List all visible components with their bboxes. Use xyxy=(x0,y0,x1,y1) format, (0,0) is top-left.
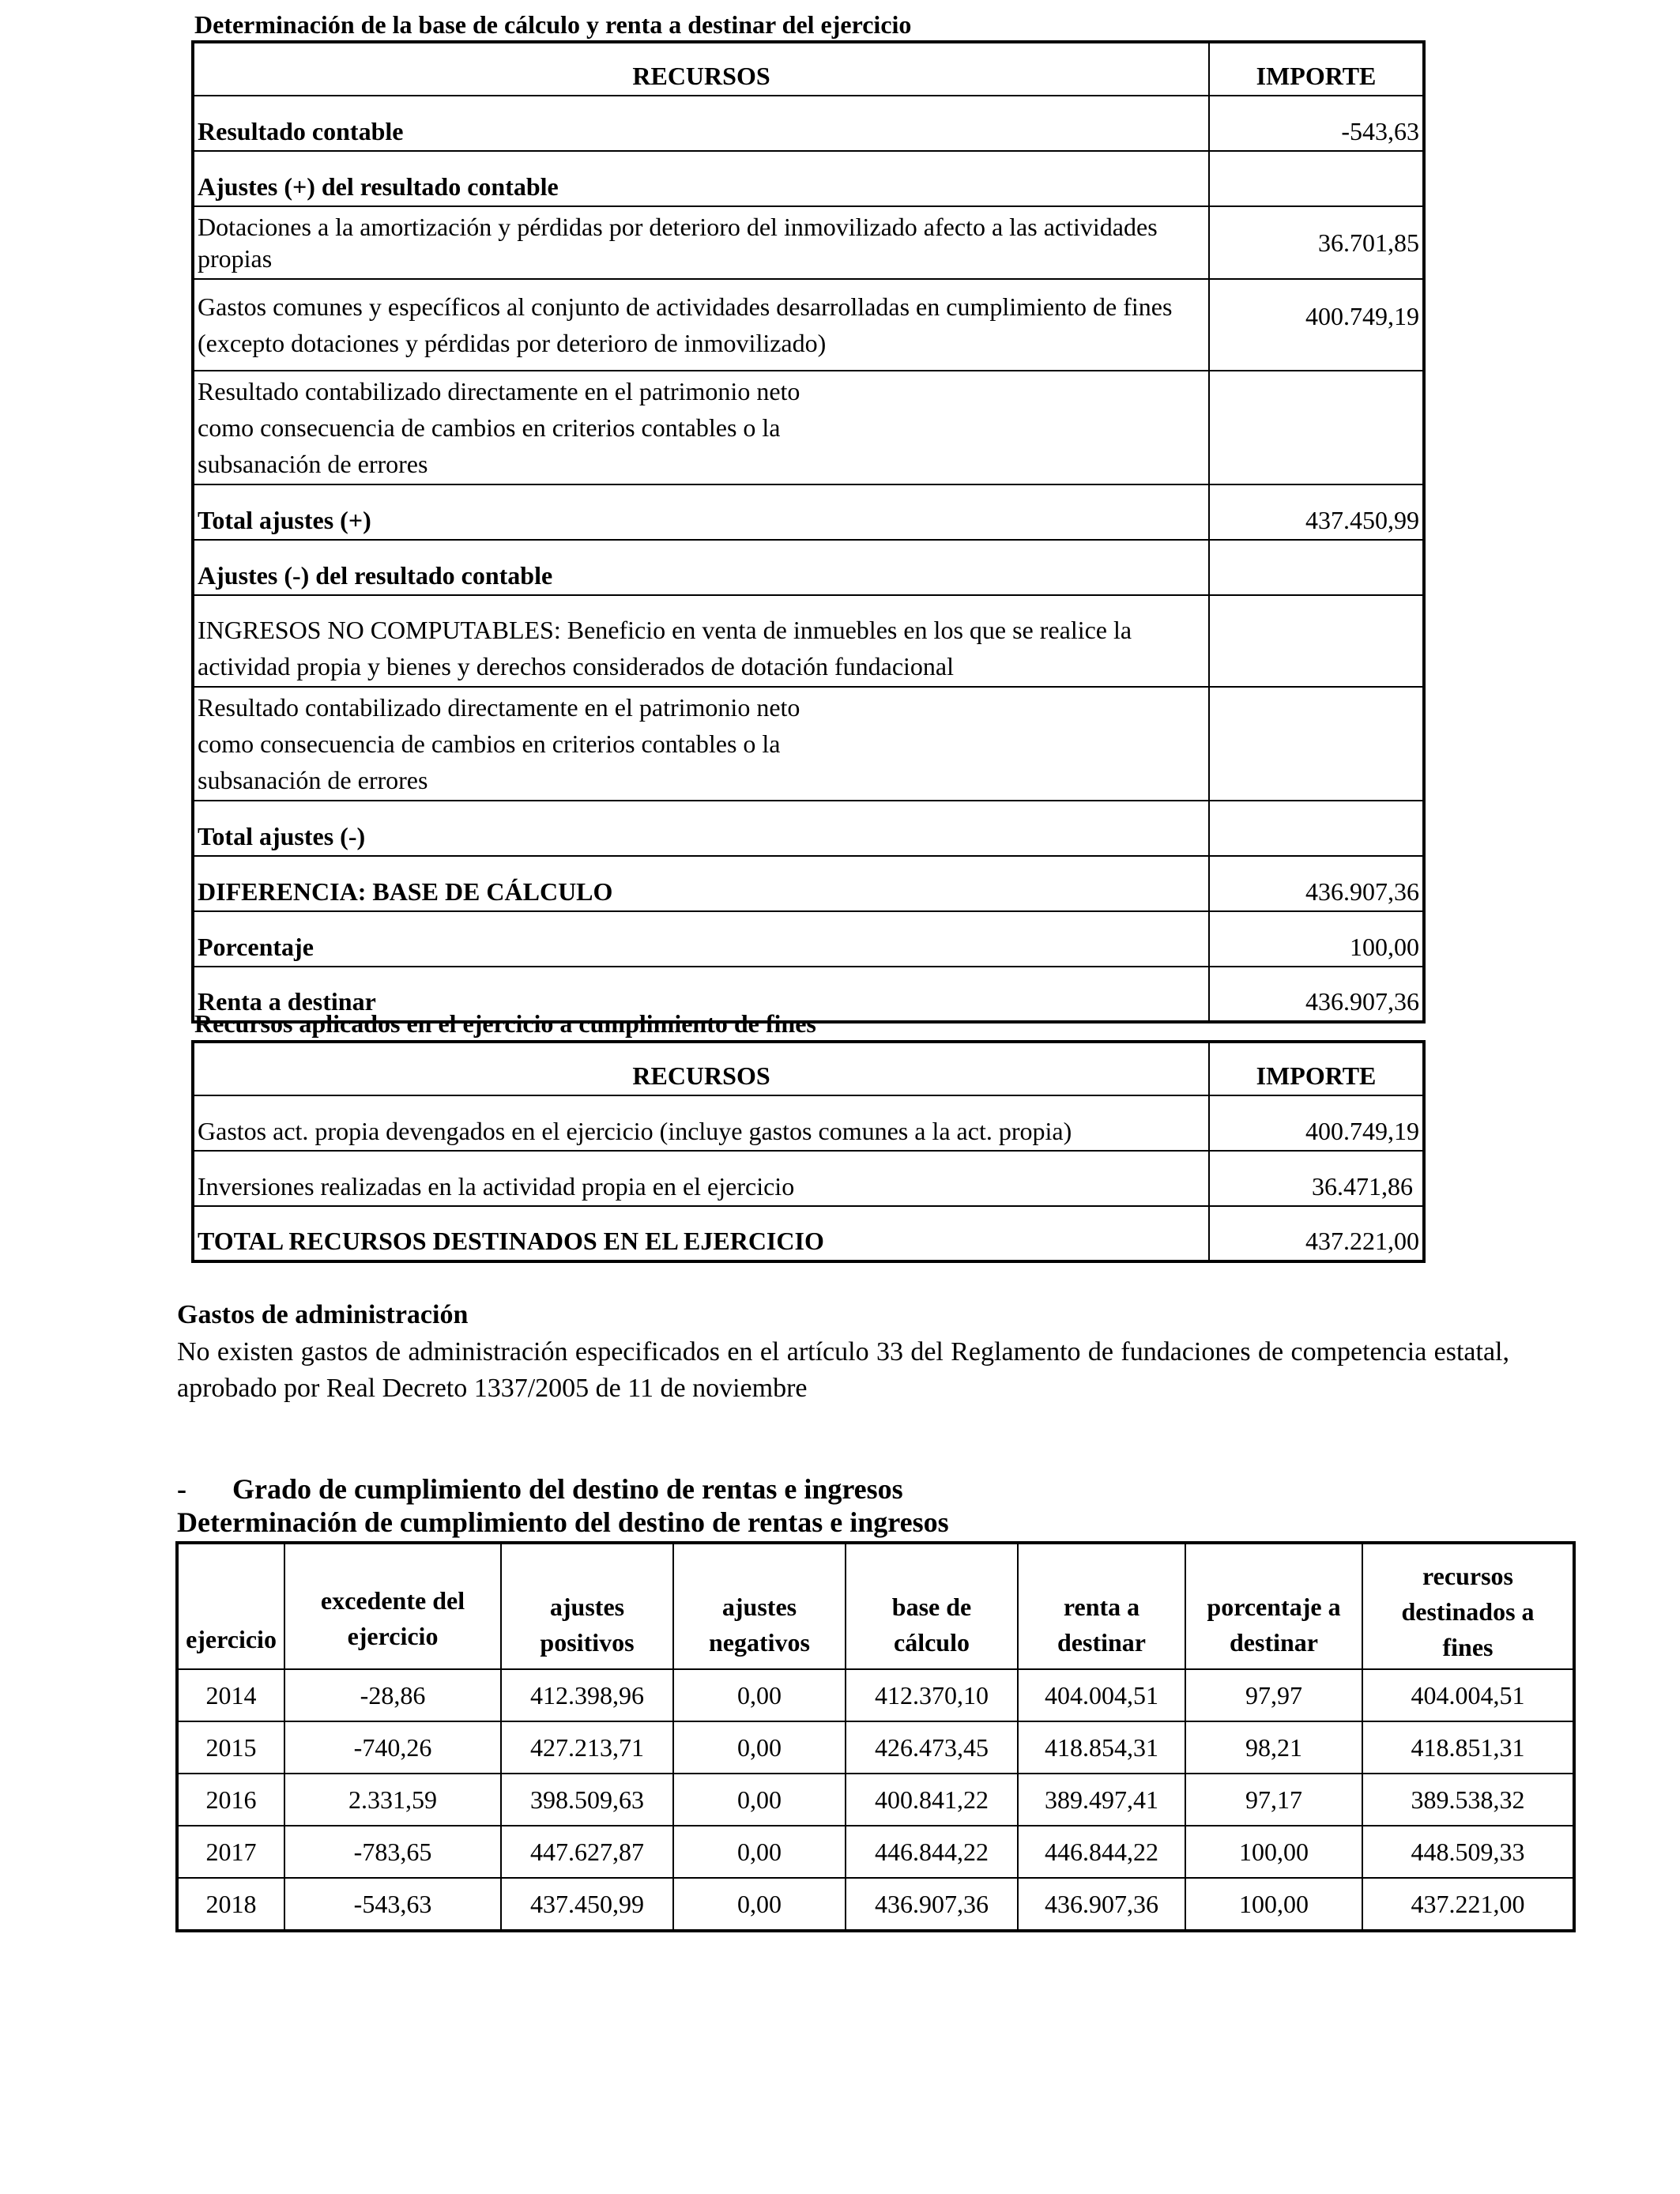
row-amount xyxy=(1209,371,1424,484)
cell: 398.509,63 xyxy=(501,1774,673,1826)
cell: 98,21 xyxy=(1185,1721,1362,1774)
cell: 0,00 xyxy=(673,1878,846,1931)
cell: 447.627,87 xyxy=(501,1826,673,1878)
col-renta-destinar: renta a destinar xyxy=(1018,1543,1185,1669)
row-label: INGRESOS NO COMPUTABLES: Beneficio en venta de inmuebles en los que se realice la actividad propia y bienes y derechos considerados de dotación fundacional xyxy=(193,595,1209,687)
cell: 0,00 xyxy=(673,1774,846,1826)
row-amount: 436.907,36 xyxy=(1209,967,1424,1022)
row-amount: 400.749,19 xyxy=(1209,279,1424,371)
col-porcentaje-destinar: porcentaje a destinar xyxy=(1185,1543,1362,1669)
row-amount: 36.701,85 xyxy=(1209,206,1424,279)
row-label: TOTAL RECURSOS DESTINADOS EN EL EJERCICIO xyxy=(193,1206,1209,1261)
row-label: Resultado contable xyxy=(193,96,1209,151)
cell: 2014 xyxy=(177,1669,284,1721)
cell: 436.907,36 xyxy=(1018,1878,1185,1931)
cell: 0,00 xyxy=(673,1721,846,1774)
cell: 0,00 xyxy=(673,1669,846,1721)
bullet-dash: - xyxy=(177,1473,186,1505)
row-amount: 436.907,36 xyxy=(1209,856,1424,911)
admin-title: Gastos de administración xyxy=(177,1300,469,1329)
row-label: Ajustes (-) del resultado contable xyxy=(193,540,1209,595)
cell: 2017 xyxy=(177,1826,284,1878)
cell: 100,00 xyxy=(1185,1878,1362,1931)
importe-header: IMPORTE xyxy=(1209,42,1424,96)
cell: 100,00 xyxy=(1185,1826,1362,1878)
cell: 426.473,45 xyxy=(846,1721,1018,1774)
row-label: Total ajustes (-) xyxy=(193,801,1209,856)
cell: 2016 xyxy=(177,1774,284,1826)
cell: 437.221,00 xyxy=(1362,1878,1574,1931)
row-label: Total ajustes (+) xyxy=(193,484,1209,540)
row-amount xyxy=(1209,540,1424,595)
col-ajustes-positivos: ajustes positivos xyxy=(501,1543,673,1669)
cell: 436.907,36 xyxy=(846,1878,1018,1931)
recursos-aplicados-table xyxy=(191,1040,1426,1263)
row-label: Gastos comunes y específicos al conjunto de actividades desarrolladas en cumplimiento de fines (excepto dotaciones y pérdidas por deterioro de inmovilizado) xyxy=(193,279,1209,371)
row-label: Porcentaje xyxy=(193,911,1209,967)
row-amount xyxy=(1209,595,1424,687)
row-label: Inversiones realizadas en la actividad propia en el ejercicio xyxy=(193,1151,1209,1206)
row-amount xyxy=(1209,687,1424,801)
row-amount: -543,63 xyxy=(1209,96,1424,151)
cell: 2015 xyxy=(177,1721,284,1774)
recursos-header: RECURSOS xyxy=(193,1042,1209,1095)
grado-heading xyxy=(177,1472,903,1506)
cell: 446.844,22 xyxy=(846,1826,1018,1878)
col-ajustes-negativos: ajustes negativos xyxy=(673,1543,846,1669)
section2-title: Recursos aplicados en el ejercicio a cumplimiento de fines xyxy=(194,1009,816,1038)
cell: 0,00 xyxy=(673,1826,846,1878)
cell: -740,26 xyxy=(284,1721,501,1774)
cell: 389.538,32 xyxy=(1362,1774,1574,1826)
cumplimiento-table xyxy=(175,1541,1576,1932)
cell: 400.841,22 xyxy=(846,1774,1018,1826)
row-label: Ajustes (+) del resultado contable xyxy=(193,151,1209,206)
row-amount: 437.221,00 xyxy=(1209,1206,1424,1261)
row-amount xyxy=(1209,151,1424,206)
grado-subtitle: Determinación de cumplimiento del destino de rentas e ingresos xyxy=(177,1506,949,1538)
cell: -543,63 xyxy=(284,1878,501,1931)
recursos-header: RECURSOS xyxy=(193,42,1209,96)
cell: 404.004,51 xyxy=(1018,1669,1185,1721)
row-label: Resultado contabilizado directamente en el patrimonio neto como consecuencia de cambios en criterios contables o la subsanación de errores xyxy=(193,371,1209,484)
col-recursos-destinados: recursos destinados a fines xyxy=(1362,1543,1574,1669)
cell: 2.331,59 xyxy=(284,1774,501,1826)
admin-text: No existen gastos de administración especificados en el artículo 33 del Reglamento de fundaciones de competencia estatal, aprobado por Real Decreto 1337/2005 de 11 de noviembre xyxy=(177,1337,1509,1403)
row-label: Renta a destinar xyxy=(193,967,1209,1022)
cell: 448.509,33 xyxy=(1362,1826,1574,1878)
col-base-calculo: base de cálculo xyxy=(846,1543,1018,1669)
cell: 427.213,71 xyxy=(501,1721,673,1774)
cell: 437.450,99 xyxy=(501,1878,673,1931)
row-label: Dotaciones a la amortización y pérdidas por deterioro del inmovilizado afecto a las actividades propias xyxy=(193,206,1209,279)
cell: -783,65 xyxy=(284,1826,501,1878)
cell: 97,17 xyxy=(1185,1774,1362,1826)
cell: 404.004,51 xyxy=(1362,1669,1574,1721)
cell: 412.370,10 xyxy=(846,1669,1018,1721)
row-label: Gastos act. propia devengados en el ejercicio (incluye gastos comunes a la act. propia) xyxy=(193,1095,1209,1151)
row-label: DIFERENCIA: BASE DE CÁLCULO xyxy=(193,856,1209,911)
cell: -28,86 xyxy=(284,1669,501,1721)
cell: 2018 xyxy=(177,1878,284,1931)
row-amount: 400.749,19 xyxy=(1209,1095,1424,1151)
cell: 412.398,96 xyxy=(501,1669,673,1721)
cell: 418.854,31 xyxy=(1018,1721,1185,1774)
cell: 97,97 xyxy=(1185,1669,1362,1721)
cell: 446.844,22 xyxy=(1018,1826,1185,1878)
row-amount: 36.471,86 xyxy=(1209,1151,1424,1206)
cell: 418.851,31 xyxy=(1362,1721,1574,1774)
col-excedente: excedente del ejercicio xyxy=(284,1543,501,1669)
grado-title: Grado de cumplimiento del destino de rentas e ingresos xyxy=(232,1473,903,1505)
base-calculo-table xyxy=(191,40,1426,1023)
row-label: Resultado contabilizado directamente en el patrimonio neto como consecuencia de cambios en criterios contables o la subsanación de errores xyxy=(193,687,1209,801)
row-amount xyxy=(1209,801,1424,856)
col-ejercicio: ejercicio xyxy=(177,1543,284,1669)
row-amount: 100,00 xyxy=(1209,911,1424,967)
cell: 389.497,41 xyxy=(1018,1774,1185,1826)
importe-header: IMPORTE xyxy=(1209,1042,1424,1095)
section1-title: Determinación de la base de cálculo y renta a destinar del ejercicio xyxy=(194,10,912,39)
row-amount: 437.450,99 xyxy=(1209,484,1424,540)
